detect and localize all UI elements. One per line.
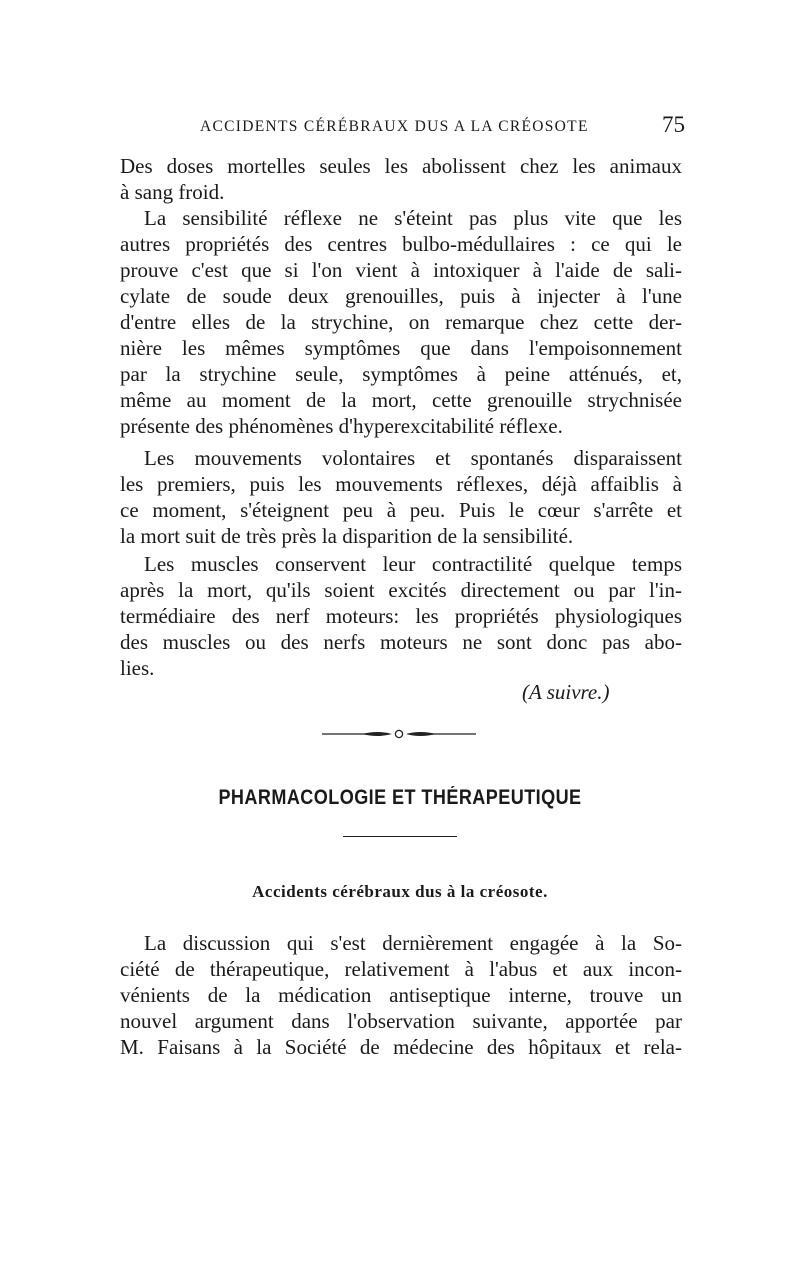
article-title: Accidents cérébraux dus à la créosote. xyxy=(252,882,548,901)
text-line: des muscles ou des nerfs moteurs ne sont donc pas abo- xyxy=(120,630,682,654)
text-line: La discussion qui s'est dernièrement engagée à la So- xyxy=(144,931,682,955)
running-head xyxy=(120,112,685,142)
text-line: autres propriétés des centres bulbo-médullaires : ce qui le xyxy=(120,232,682,256)
section-rule xyxy=(343,836,457,837)
running-title: ACCIDENTS CÉRÉBRAUX DUS A LA CRÉOSOTE xyxy=(200,118,589,135)
text-line: lies. xyxy=(120,656,155,680)
page-number: 75 xyxy=(662,112,685,137)
text-line: nouvel argument dans l'observation suivante, apportée par xyxy=(120,1009,682,1033)
paragraph-article-intro xyxy=(120,930,682,1060)
text-line: prouve c'est que si l'on vient à intoxiquer à l'aide de sali- xyxy=(120,258,682,282)
text-line: par la strychine seule, symptômes à peine atténués, et, xyxy=(120,362,682,386)
text-line: M. Faisans à la Société de médecine des hôpitaux et rela- xyxy=(120,1035,682,1059)
text-line: Des doses mortelles seules les abolissent chez les animaux xyxy=(120,154,682,178)
text-line: ciété de thérapeutique, relativement à l'abus et aux incon- xyxy=(120,957,682,981)
text-line: la mort suit de très près la disparition de la sensibilité. xyxy=(120,524,574,548)
text-line: même au moment de la mort, cette grenouille strychnisée xyxy=(120,388,682,412)
text-line: La sensibilité réflexe ne s'éteint pas plus vite que les xyxy=(144,206,682,230)
paragraph-reflex-sensitivity xyxy=(120,205,682,439)
text-line: nière les mêmes symptômes que dans l'empoisonnement xyxy=(120,336,682,360)
text-line: cylate de soude deux grenouilles, puis à injecter à l'une xyxy=(120,284,682,308)
text-line: d'entre elles de la strychine, on remarque chez cette der- xyxy=(120,310,682,334)
to-be-continued-note: (A suivre.) xyxy=(522,680,610,704)
text-line: les premiers, puis les mouvements réflexes, déjà affaiblis à xyxy=(120,472,682,496)
paragraph-movements xyxy=(120,445,682,549)
paragraph-continuation xyxy=(120,153,682,205)
text-line: vénients de la médication antiseptique interne, trouve un xyxy=(120,983,682,1007)
paragraph-muscles xyxy=(120,551,682,681)
text-line: à sang froid. xyxy=(120,180,225,204)
text-line: après la mort, qu'ils soient excités directement ou par l'in- xyxy=(120,578,682,602)
text-line: présente des phénomènes d'hyperexcitabilité réflexe. xyxy=(120,414,563,438)
text-line: ce moment, s'éteignent peu à peu. Puis le cœur s'arrête et xyxy=(120,498,682,522)
ornament-divider-icon xyxy=(322,729,476,739)
text-line: Les mouvements volontaires et spontanés disparaissent xyxy=(144,446,682,470)
text-line: Les muscles conservent leur contractilité quelque temps xyxy=(144,552,682,576)
text-line: termédiaire des nerf moteurs: les propriétés physiologiques xyxy=(120,604,682,628)
section-title: PHARMACOLOGIE ET THÉRAPEUTIQUE xyxy=(218,786,582,809)
